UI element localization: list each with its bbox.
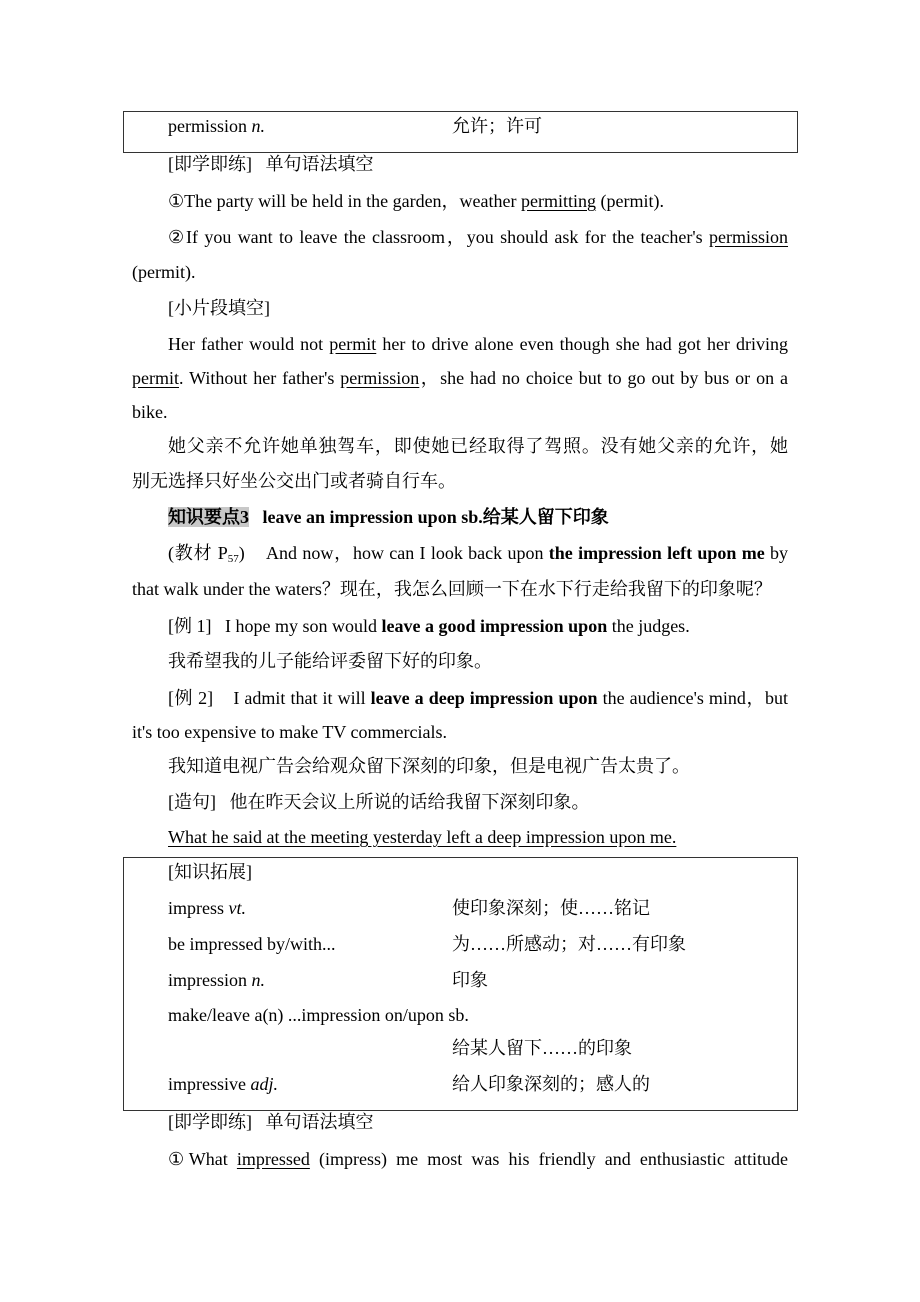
expansion-term: impress vt.: [168, 898, 246, 918]
example-1: [例 1] I hope my son would leave a good impression upon the judges.: [168, 616, 690, 636]
make-sentence: [造句] 他在昨天会议上所说的话给我留下深刻印象。: [168, 792, 590, 812]
expansion-meaning: 使印象深刻；使……铭记: [452, 898, 650, 918]
practice-heading-2: [即学即练] 单句语法填空: [168, 1112, 374, 1132]
expansion-meaning: 印象: [452, 970, 488, 990]
practice-heading: [即学即练] 单句语法填空: [168, 154, 374, 174]
point-heading: 知识要点3 leave an impression upon sb.给某人留下印象: [168, 507, 609, 527]
fill-line-3: bike.: [132, 402, 168, 422]
fill-line-2: permit. Without her father's permission，she had no choice but to go out by bus or on a: [132, 368, 788, 388]
make-sentence-answer: What he said at the meeting yesterday left a deep impression upon me.: [168, 827, 677, 847]
expansion-meaning: 给人印象深刻的；感人的: [452, 1074, 650, 1094]
vocab-meaning: 允许；许可: [452, 116, 542, 136]
expansion-term: make/leave a(n) ...impression on/upon sb.: [168, 1005, 469, 1025]
fill-zh-2: 别无选择只好坐公交出门或者骑自行车。: [132, 471, 456, 491]
expansion-term: be impressed by/with...: [168, 934, 336, 954]
vocab-term: permission n.: [168, 116, 265, 136]
expansion-heading: [知识拓展]: [168, 862, 252, 882]
textbook-sentence-cont: that walk under the waters？现在，我怎么回顾一下在水下行走给我留下的印象呢？: [132, 579, 772, 599]
fill-heading: [小片段填空]: [168, 298, 270, 318]
textbook-sentence: (教材 $P_{57}$) And now，how can I look back upon the impression left upon me by: [168, 543, 789, 565]
expansion-term: impressive adj.: [168, 1074, 279, 1094]
expansion-meaning: 给某人留下……的印象: [452, 1038, 632, 1058]
question-2-cont: (permit).: [132, 262, 196, 282]
example-2-zh: 我知道电视广告会给观众留下深刻的印象，但是电视广告太贵了。: [168, 756, 690, 776]
fill-zh-1: 她父亲不允许她单独驾车，即使她已经取得了驾照。没有她父亲的允许，她: [168, 436, 788, 456]
example-1-zh: 我希望我的儿子能给评委留下好的印象。: [168, 651, 492, 671]
example-2-cont: it's too expensive to make TV commercials.: [132, 722, 448, 742]
expansion-term: impression n.: [168, 970, 265, 990]
expansion-meaning: 为……所感动；对……有印象: [452, 934, 686, 954]
question-1: ①The party will be held in the garden，weather permitting (permit).: [168, 191, 665, 211]
question-2-1: ①What impressed (impress) me most was his friendly and enthusiastic attitude: [168, 1149, 789, 1169]
example-2: [例 2] I admit that it will leave a deep impression upon the audience's mind，but: [168, 688, 788, 708]
question-2: ②If you want to leave the classroom，you should ask for the teacher's permission: [168, 227, 789, 247]
fill-line-1: Her father would not permit her to drive alone even though she had got her driving: [168, 334, 788, 354]
